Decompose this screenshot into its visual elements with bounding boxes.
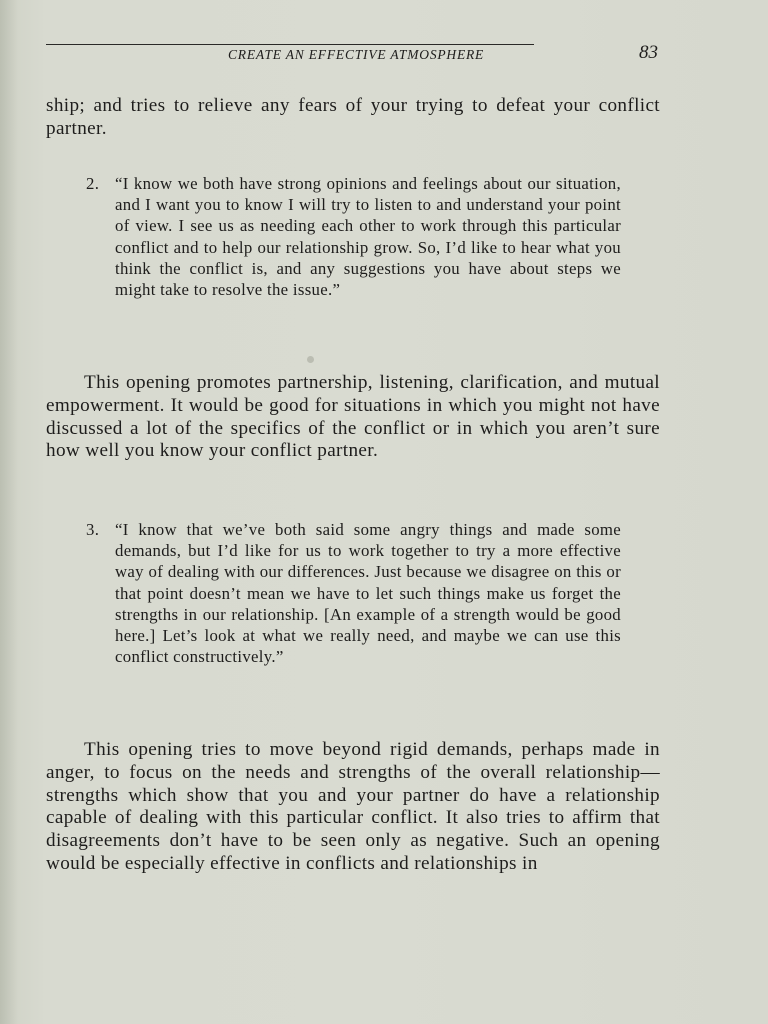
spine-shadow: [0, 0, 18, 1024]
paragraph-commentary-1: This opening promotes partnership, listening, clarification, and mutual empowerment. It would be good for situations in which you might not have discussed a lot of the specifics of the conflict or in which you aren’t sure how well you know your conflict partner.: [46, 372, 660, 462]
header-rule: [46, 44, 534, 45]
running-head: CREATE AN EFFECTIVE ATMOSPHERE: [228, 47, 485, 62]
quote-item-2: [86, 173, 621, 300]
paragraph-continuation: ship; and tries to relieve any fears of your trying to defeat your conflict partner.: [46, 95, 660, 139]
page-number: 83: [639, 42, 658, 63]
paragraph-commentary-2: This opening tries to move beyond rigid demands, perhaps made in anger, to focus on the needs and strengths of the overall relationship—strengths which show that you and your partner do have a relationship capable of dealing with this particular conflict. It also tries to affirm that disagreements don’t have to be seen only as negative. Such an opening would be especially effective in conflicts and relationships in: [46, 739, 660, 874]
quote-item-3: [86, 519, 621, 667]
quote-number: 3.: [86, 520, 100, 539]
quote-text: “I know that we’ve both said some angry things and made some demands, but I’d like for us to work together to try a more effective way of dealing with our differences. Just because we disagree on this or that point doesn’t mean we have to let such things make us forget the strengths in our relationship. [An example of a strength would be good here.] Let’s look at what we really need, and maybe we can use this conflict constructively.”: [115, 520, 621, 667]
quote-text: “I know we both have strong opinions and feelings about our situation, and I want you to know I will try to listen to and understand your point of view. I see us as needing each other to work through this particular conflict and to help our relationship grow. So, I’d like to hear what you think the conflict is, and any suggestions you have about steps we might take to resolve the issue.”: [115, 174, 621, 300]
paper-smudge: [307, 356, 314, 363]
page-header: [46, 40, 662, 66]
quote-number: 2.: [86, 174, 100, 193]
